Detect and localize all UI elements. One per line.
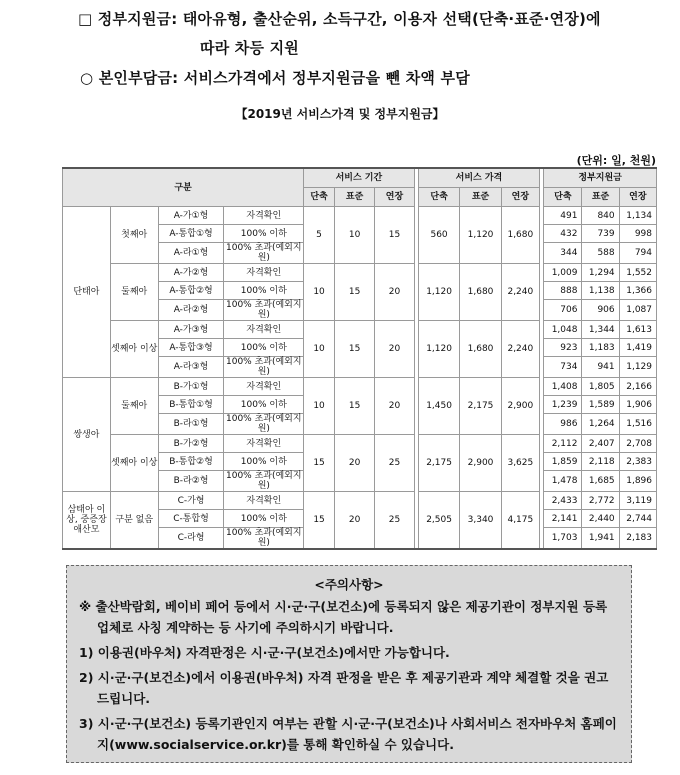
subsidy-cell: 1,183 (582, 339, 619, 357)
table-title: 【2019년 서비스가격 및 정부지원금】 (235, 107, 445, 121)
subsidy-cell: 1,138 (582, 282, 619, 300)
subsidy-cell: 432 (544, 225, 582, 243)
period-cell: 20 (334, 435, 374, 492)
income-cell: 100% 이하 (224, 510, 304, 528)
subsidy-cell: 2,433 (544, 492, 582, 510)
subgroup-label: 첫째아 (110, 207, 158, 264)
price-cell: 2,505 (418, 492, 459, 550)
price-cell: 2,240 (501, 321, 539, 378)
price-cell: 1,450 (418, 378, 459, 435)
type-cell: A-가②형 (158, 264, 224, 282)
type-cell: B-가①형 (158, 378, 224, 396)
subsidy-cell: 1,552 (619, 264, 656, 282)
price-cell: 560 (418, 207, 459, 264)
intro-line-2: 따라 차등 지원 (200, 39, 299, 57)
income-cell: 100% 이하 (224, 225, 304, 243)
subsidy-cell: 2,708 (619, 435, 656, 453)
period-cell: 20 (334, 492, 374, 550)
subsidy-cell: 2,440 (582, 510, 619, 528)
type-cell: A-가①형 (158, 207, 224, 225)
subsidy-cell: 706 (544, 300, 582, 321)
price-cell: 1,680 (460, 321, 501, 378)
subsidy-cell: 2,407 (582, 435, 619, 453)
income-cell: 자격확인 (224, 492, 304, 510)
period-cell: 15 (304, 492, 335, 550)
header-short: 단축 (304, 188, 335, 207)
intro-line-3: ○ 본인부담금: 서비스가격에서 정부지원금을 뺀 차액 부담 (80, 69, 470, 87)
income-cell: 100% 이하 (224, 396, 304, 414)
subsidy-cell: 588 (582, 243, 619, 264)
subsidy-cell: 2,141 (544, 510, 582, 528)
subsidy-cell: 1,589 (582, 396, 619, 414)
income-cell: 자격확인 (224, 435, 304, 453)
period-cell: 10 (304, 321, 335, 378)
subsidy-cell: 2,112 (544, 435, 582, 453)
income-cell: 100% 초과(예외지원) (224, 414, 304, 435)
subgroup-label: 둘째아 (110, 378, 158, 435)
unit-label: (단위: 일, 천원) (576, 154, 656, 167)
header-extended: 연장 (501, 188, 539, 207)
subsidy-cell: 1,009 (544, 264, 582, 282)
subsidy-cell: 941 (582, 357, 619, 378)
income-cell: 자격확인 (224, 378, 304, 396)
type-cell: B-라①형 (158, 414, 224, 435)
price-cell: 2,175 (418, 435, 459, 492)
header-short: 단축 (544, 188, 582, 207)
type-cell: C-통합형 (158, 510, 224, 528)
header-price: 서비스 가격 (418, 168, 539, 188)
header-extended: 연장 (375, 188, 414, 207)
income-cell: 100% 초과(예외지원) (224, 528, 304, 550)
period-cell: 10 (304, 378, 335, 435)
type-cell: A-라①형 (158, 243, 224, 264)
period-cell: 15 (334, 378, 374, 435)
subsidy-cell: 1,419 (619, 339, 656, 357)
subsidy-cell: 1,685 (582, 471, 619, 492)
type-cell: A-라③형 (158, 357, 224, 378)
price-cell: 1,120 (418, 264, 459, 321)
subsidy-cell: 888 (544, 282, 582, 300)
price-cell: 1,680 (501, 207, 539, 264)
type-cell: B-라②형 (158, 471, 224, 492)
subsidy-cell: 1,805 (582, 378, 619, 396)
subsidy-cell: 344 (544, 243, 582, 264)
price-cell: 1,120 (418, 321, 459, 378)
subsidy-cell: 1,366 (619, 282, 656, 300)
group-label: 단태아 (63, 207, 111, 378)
price-cell: 1,680 (460, 264, 501, 321)
subsidy-cell: 1,344 (582, 321, 619, 339)
type-cell: A-가③형 (158, 321, 224, 339)
price-cell: 2,175 (460, 378, 501, 435)
subsidy-cell: 1,408 (544, 378, 582, 396)
period-cell: 20 (375, 378, 414, 435)
period-cell: 10 (334, 207, 374, 264)
subsidy-cell: 1,129 (619, 357, 656, 378)
income-cell: 100% 초과(예외지원) (224, 357, 304, 378)
price-cell: 2,900 (460, 435, 501, 492)
subsidy-cell: 1,906 (619, 396, 656, 414)
subsidy-cell: 1,613 (619, 321, 656, 339)
subsidy-cell: 1,478 (544, 471, 582, 492)
header-standard: 표준 (334, 188, 374, 207)
price-cell: 2,900 (501, 378, 539, 435)
notice-item-1: 1) 이용권(바우처) 자격판정은 시·군·구(보건소)에서만 가능합니다. (79, 645, 450, 660)
subsidy-cell: 739 (582, 225, 619, 243)
income-cell: 100% 초과(예외지원) (224, 300, 304, 321)
subsidy-cell: 1,239 (544, 396, 582, 414)
subsidy-cell: 1,941 (582, 528, 619, 550)
subsidy-cell: 734 (544, 357, 582, 378)
subgroup-label: 구분 없음 (110, 492, 158, 550)
income-cell: 100% 초과(예외지원) (224, 471, 304, 492)
header-standard: 표준 (460, 188, 501, 207)
type-cell: B-통합①형 (158, 396, 224, 414)
income-cell: 자격확인 (224, 264, 304, 282)
type-cell: A-통합③형 (158, 339, 224, 357)
subsidy-cell: 2,744 (619, 510, 656, 528)
price-cell: 2,240 (501, 264, 539, 321)
income-cell: 100% 이하 (224, 453, 304, 471)
period-cell: 25 (375, 492, 414, 550)
header-subsidy: 정부지원금 (544, 168, 657, 188)
subsidy-cell: 1,703 (544, 528, 582, 550)
period-cell: 15 (375, 207, 414, 264)
type-cell: C-가형 (158, 492, 224, 510)
subsidy-cell: 2,183 (619, 528, 656, 550)
type-cell: B-통합②형 (158, 453, 224, 471)
subsidy-cell: 1,048 (544, 321, 582, 339)
header-short: 단축 (418, 188, 459, 207)
notice-item-2: 2) 시·군·구(보건소)에서 이용권(바우처) 자격 판정을 받은 후 제공기관과 계약 체결할 것을 권고 드립니다. (79, 670, 609, 706)
subsidy-cell: 794 (619, 243, 656, 264)
subsidy-cell: 2,772 (582, 492, 619, 510)
period-cell: 15 (304, 435, 335, 492)
subsidy-cell: 986 (544, 414, 582, 435)
fee-table (62, 167, 657, 550)
notice-warning: ※ 출산박람회, 베이비 페어 등에서 시·군·구(보건소)에 등록되지 않은 제공기관이 정부지원 등록 업체로 사칭 계약하는 등 사기에 주의하시기 바랍니다. (79, 599, 608, 635)
subsidy-cell: 1,516 (619, 414, 656, 435)
type-cell: A-통합①형 (158, 225, 224, 243)
price-cell: 3,340 (460, 492, 501, 550)
type-cell: A-통합②형 (158, 282, 224, 300)
period-cell: 20 (375, 321, 414, 378)
income-cell: 100% 이하 (224, 339, 304, 357)
notice-title: <주의사항> (314, 577, 384, 592)
price-cell: 4,175 (501, 492, 539, 550)
notice-item-3: 3) 시·군·구(보건소) 등록기관인지 여부는 관할 시·군·구(보건소)나 사회서비스 전자바우처 홈페이지(www.socialservice.or.kr)를 통해 확인하실 수 있습니다. (79, 716, 617, 752)
subsidy-cell: 1,859 (544, 453, 582, 471)
period-cell: 25 (375, 435, 414, 492)
subgroup-label: 둘째아 (110, 264, 158, 321)
subsidy-cell: 1,264 (582, 414, 619, 435)
income-cell: 100% 초과(예외지원) (224, 243, 304, 264)
period-cell: 10 (304, 264, 335, 321)
price-cell: 1,120 (460, 207, 501, 264)
price-cell: 3,625 (501, 435, 539, 492)
income-cell: 자격확인 (224, 207, 304, 225)
intro-line-1: □ 정부지원금: 태아유형, 출산순위, 소득구간, 이용자 선택(단축·표준·연장)에 (78, 10, 601, 28)
subsidy-cell: 491 (544, 207, 582, 225)
subgroup-label: 셋째아 이상 (110, 435, 158, 492)
header-standard: 표준 (582, 188, 619, 207)
subsidy-cell: 840 (582, 207, 619, 225)
subsidy-cell: 1,134 (619, 207, 656, 225)
header-category: 구분 (63, 168, 304, 207)
income-cell: 자격확인 (224, 321, 304, 339)
period-cell: 5 (304, 207, 335, 264)
type-cell: B-가②형 (158, 435, 224, 453)
period-cell: 15 (334, 321, 374, 378)
subsidy-cell: 906 (582, 300, 619, 321)
type-cell: C-라형 (158, 528, 224, 550)
header-period: 서비스 기간 (304, 168, 415, 188)
notice-box (66, 565, 632, 763)
subsidy-cell: 1,896 (619, 471, 656, 492)
period-cell: 20 (375, 264, 414, 321)
group-label: 쌍생아 (63, 378, 111, 492)
subsidy-cell: 2,118 (582, 453, 619, 471)
subsidy-cell: 3,119 (619, 492, 656, 510)
period-cell: 15 (334, 264, 374, 321)
subsidy-cell: 998 (619, 225, 656, 243)
subsidy-cell: 2,166 (619, 378, 656, 396)
type-cell: A-라②형 (158, 300, 224, 321)
subsidy-cell: 2,383 (619, 453, 656, 471)
subgroup-label: 셋째아 이상 (110, 321, 158, 378)
group-label: 삼태아 이상, 중증장애산모 (63, 492, 111, 550)
subsidy-cell: 923 (544, 339, 582, 357)
header-extended: 연장 (619, 188, 656, 207)
subsidy-cell: 1,294 (582, 264, 619, 282)
income-cell: 100% 이하 (224, 282, 304, 300)
subsidy-cell: 1,087 (619, 300, 656, 321)
